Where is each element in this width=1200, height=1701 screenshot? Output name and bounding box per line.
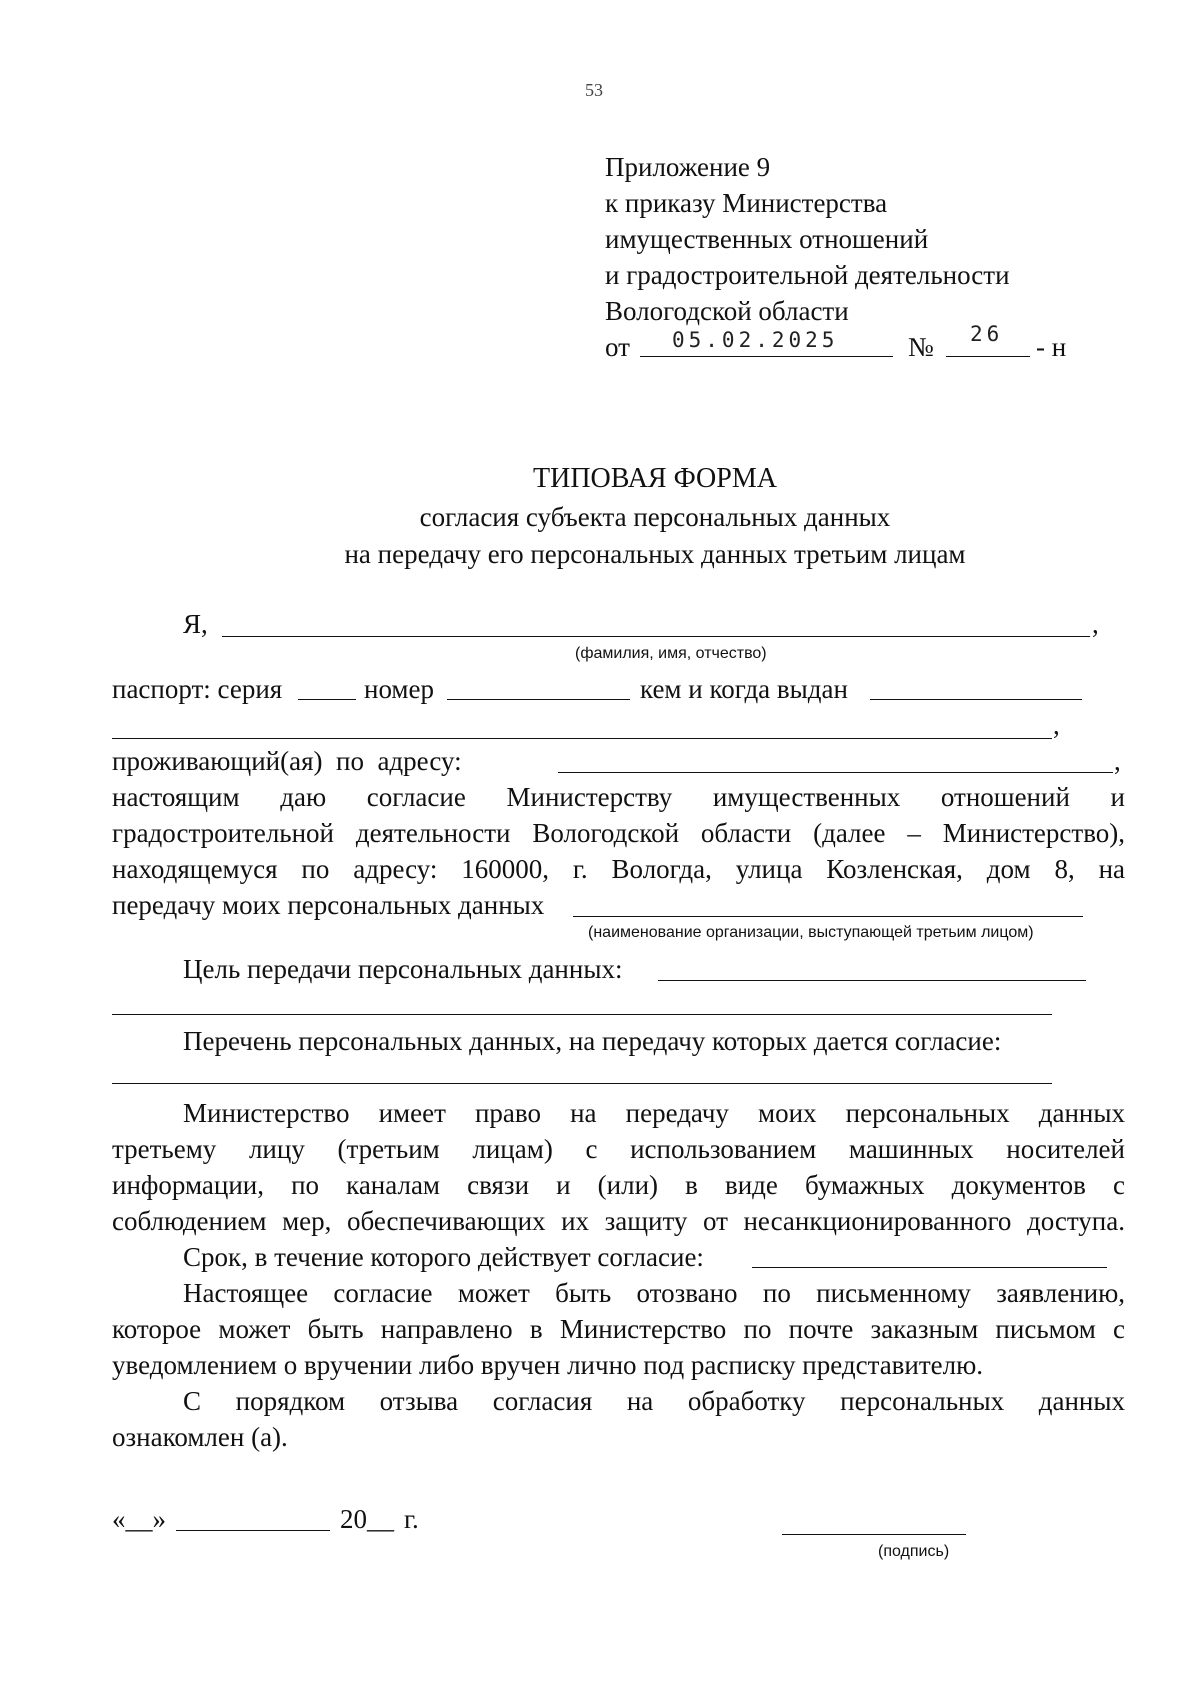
term-field[interactable] — [752, 1267, 1107, 1268]
order-text-line: ознакомлен (а). — [112, 1422, 288, 1452]
data-list-label: Перечень персональных данных, на передачу которых дается согласие: — [183, 1026, 1002, 1056]
revoke-text-line: которое может быть направлено в Министерство по почте заказным письмом с — [112, 1314, 1125, 1344]
appendix-line: Вологодской области — [605, 296, 849, 326]
i-label: Я, — [183, 609, 208, 639]
organization-field[interactable] — [573, 916, 1083, 917]
transfer-label: передачу моих персональных данных — [112, 890, 545, 920]
form-subtitle: на передачу его персональных данных третьим лицам — [344, 539, 966, 569]
month-field[interactable] — [176, 1530, 330, 1531]
appendix-line: имущественных отношений — [605, 224, 929, 254]
rights-text-line: соблюдением мер, обеспечивающих их защиту от несанкционированного доступа. — [112, 1206, 1125, 1236]
purpose-label: Цель передачи персональных данных: — [183, 954, 623, 984]
year-suffix: г. — [404, 1504, 419, 1534]
address-label: проживающий(ая) по адресу: — [112, 746, 462, 776]
date-underline — [640, 356, 893, 357]
issued-by-continuation[interactable] — [112, 738, 1052, 739]
consent-text-line: находящемуся по адресу: 160000, г. Вологда, улица Козленская, дом 8, на — [112, 854, 1125, 884]
issued-by-label: кем и когда выдан — [640, 674, 848, 704]
fio-field[interactable] — [222, 636, 1090, 637]
appendix-line: Приложение 9 — [605, 152, 771, 182]
fio-caption: (фамилия, имя, отчество) — [575, 645, 767, 662]
date-prefix: от — [605, 332, 630, 362]
passport-series-field[interactable] — [298, 699, 356, 700]
page-number: 53 — [585, 80, 603, 100]
data-list-field[interactable] — [112, 1083, 1052, 1084]
purpose-field[interactable] — [658, 980, 1086, 981]
order-number: 26 — [970, 322, 1004, 346]
issued-by-field[interactable] — [870, 699, 1082, 700]
form-title: ТИПОВАЯ ФОРМА — [533, 463, 777, 494]
organization-caption: (наименование организации, выступающей третьим лицом) — [588, 924, 1034, 941]
rights-text-line: Министерство имеет право на передачу моих персональных данных — [183, 1098, 1125, 1128]
passport-series-label: паспорт: серия — [112, 674, 283, 704]
appendix-line: и градостроительной деятельности — [605, 260, 1010, 290]
address-field[interactable] — [558, 772, 1113, 773]
consent-text-line: градостроительной деятельности Вологодской области (далее – Министерство), — [112, 818, 1125, 848]
comma: , — [1053, 710, 1060, 740]
consent-text-line: настоящим даю согласие Министерству имущественных отношений и — [112, 782, 1125, 812]
comma: , — [1092, 609, 1099, 639]
number-underline — [946, 356, 1030, 357]
passport-number-label: номер — [364, 674, 435, 704]
rights-text-line: третьему лицу (третьим лицам) с использованием машинных носителей — [112, 1134, 1125, 1164]
revoke-text-line: Настоящее согласие может быть отозвано по письменному заявлению, — [183, 1278, 1125, 1308]
year-field[interactable]: 20__ — [340, 1504, 394, 1534]
number-prefix: № — [908, 332, 934, 362]
purpose-continuation[interactable] — [112, 1014, 1052, 1015]
comma: , — [1114, 746, 1121, 776]
passport-number-field[interactable] — [447, 699, 630, 700]
rights-text-line: информации, по каналам связи и (или) в виде бумажных документов с — [112, 1170, 1125, 1200]
order-text-line: С порядком отзыва согласия на обработку персональных данных — [183, 1386, 1125, 1416]
term-label: Срок, в течение которого действует согласие: — [183, 1242, 704, 1272]
number-suffix: - н — [1036, 332, 1067, 362]
appendix-line: к приказу Министерства — [605, 188, 888, 218]
order-date: 05.02.2025 — [672, 328, 839, 352]
signature-field[interactable] — [782, 1534, 966, 1535]
form-subtitle: согласия субъекта персональных данных — [419, 502, 891, 532]
revoke-text-line: уведомлением о вручении либо вручен лично под расписку представителю. — [112, 1350, 984, 1380]
day-field[interactable]: «__» — [112, 1504, 166, 1534]
signature-caption: (подпись) — [878, 1543, 950, 1560]
